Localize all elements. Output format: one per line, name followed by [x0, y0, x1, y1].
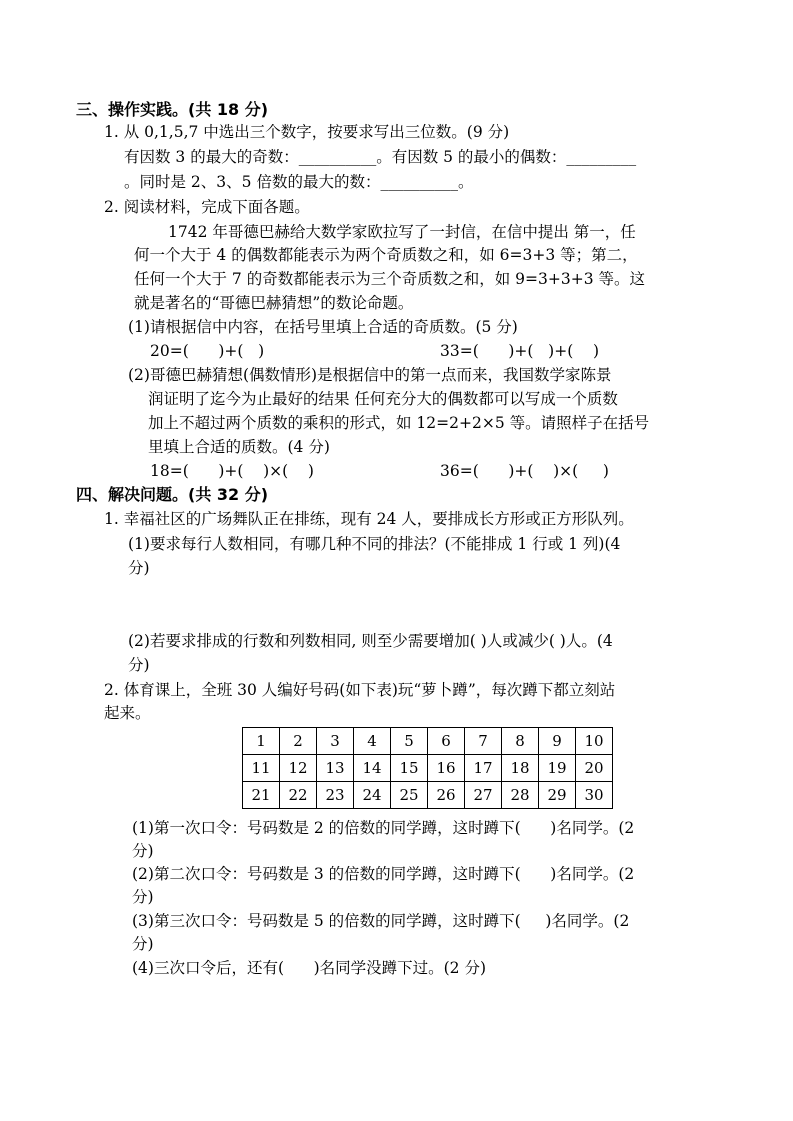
s3-q2-para-line: 就是著名的“哥德巴赫猜想”的数论命题。 — [134, 294, 414, 312]
table-cell: 27 — [465, 782, 502, 809]
s3-q2-para-line: 1742 年哥德巴赫给大数学家欧拉写了一封信，在信中提出 第一，任 — [168, 223, 636, 241]
s4-q2-sub2-wrap: 分) — [132, 888, 154, 906]
table-cell: 25 — [391, 782, 428, 809]
table-cell: 17 — [465, 755, 502, 782]
s4-q2-sub4: (4)三次口令后，还有( )名同学没蹲下过。(2 分) — [132, 959, 486, 977]
table-cell: 4 — [354, 728, 391, 755]
s3-q1-line2: 有因数 3 的最大的奇数：__________。有因数 5 的最小的偶数：_________ — [124, 148, 637, 166]
s3-q2-sub2-eq1: 18=( )+( )×( ) — [150, 462, 314, 480]
table-cell: 15 — [391, 755, 428, 782]
table-cell: 23 — [317, 782, 354, 809]
s4-q1-prompt: 1. 幸福社区的广场舞队正在排练，现有 24 人，要排成长方形或正方形队列。 — [104, 510, 634, 528]
s4-q2-sub3: (3)第三次口令：号码数是 5 的倍数的同学蹲，这时蹲下( )名同学。(2 — [132, 912, 630, 930]
s3-q2-para-line: 何一个大于 4 的偶数都能表示为两个奇质数之和，如 6=3+3 等；第二， — [134, 246, 638, 264]
s4-q1-sub1: (1)要求每行人数相同，有哪几种不同的排法？(不能排成 1 行或 1 列)(4 — [128, 535, 621, 553]
table-cell: 9 — [539, 728, 576, 755]
s3-q2-sub1-eq2: 33=( )+( )+( ) — [440, 342, 600, 360]
s4-q1-sub1-wrap: 分) — [128, 559, 150, 577]
s3-q2-sub2-eq2: 36=( )+( )×( ) — [440, 462, 609, 480]
table-cell: 3 — [317, 728, 354, 755]
table-cell: 10 — [576, 728, 613, 755]
table-cell: 18 — [502, 755, 539, 782]
student-number-table — [242, 727, 613, 809]
table-cell: 28 — [502, 782, 539, 809]
s3-q2-sub2-line: (2)哥德巴赫猜想(偶数情形)是根据信中的第一点而来，我国数学家陈景 — [128, 366, 612, 384]
s4-q1-sub2: (2)若要求排成的行数和列数相同, 则至少需要增加( )人或减少( )人。(4 — [128, 632, 613, 650]
table-cell: 5 — [391, 728, 428, 755]
s4-q2-sub3-wrap: 分) — [132, 935, 154, 953]
table-row — [243, 755, 613, 782]
table-cell: 13 — [317, 755, 354, 782]
s4-q2-sub2: (2)第二次口令：号码数是 3 的倍数的同学蹲，这时蹲下( )名同学。(2 — [132, 865, 635, 883]
table-row — [243, 782, 613, 809]
s3-q2-prompt: 2. 阅读材料，完成下面各题。 — [104, 198, 310, 216]
table-cell: 8 — [502, 728, 539, 755]
table-cell: 2 — [280, 728, 317, 755]
s4-q2-sub1: (1)第一次口令：号码数是 2 的倍数的同学蹲，这时蹲下( )名同学。(2 — [132, 819, 635, 837]
s3-q2-sub2-line: 里填上合适的质数。(4 分) — [148, 438, 330, 456]
s3-q1-prompt: 1. 从 0,1,5,7 中选出三个数字，按要求写出三位数。(9 分) — [104, 123, 510, 141]
s4-q2-prompt: 2. 体育课上，全班 30 人编好号码(如下表)玩“萝卜蹲”，每次蹲下都立刻站 — [104, 681, 616, 699]
s3-q2-sub2-line: 加上不超过两个质数的乘积的形式，如 12=2+2×5 等。请照样子在括号 — [148, 414, 650, 432]
section-3-heading: 三、操作实践。(共 18 分) — [76, 100, 269, 119]
s4-q1-sub2-wrap: 分) — [128, 656, 150, 674]
s3-q2-sub1: (1)请根据信中内容，在括号里填上合适的奇质数。(5 分) — [128, 318, 518, 336]
s3-q2-para-line: 任何一个大于 7 的奇数都能表示为三个奇质数之和，如 9=3+3+3 等。这 — [134, 270, 645, 288]
table-cell: 7 — [465, 728, 502, 755]
table-cell: 21 — [243, 782, 280, 809]
table-cell: 29 — [539, 782, 576, 809]
table-cell: 20 — [576, 755, 613, 782]
table-cell: 16 — [428, 755, 465, 782]
table-cell: 6 — [428, 728, 465, 755]
table-row — [243, 728, 613, 755]
s4-q2-sub1-wrap: 分) — [132, 842, 154, 860]
table-cell: 30 — [576, 782, 613, 809]
table-cell: 12 — [280, 755, 317, 782]
s3-q2-sub1-eq1: 20=( )+( ) — [150, 342, 265, 360]
section-4-heading: 四、解决问题。(共 32 分) — [76, 485, 269, 504]
s4-q2-prompt-wrap: 起来。 — [104, 704, 151, 722]
table-cell: 22 — [280, 782, 317, 809]
s3-q1-line3: 。同时是 2、3、5 倍数的最大的数：__________。 — [124, 173, 474, 191]
table-cell: 26 — [428, 782, 465, 809]
table-cell: 11 — [243, 755, 280, 782]
table-cell: 24 — [354, 782, 391, 809]
table-cell: 14 — [354, 755, 391, 782]
s3-q2-sub2-line: 润证明了迄今为止最好的结果 任何充分大的偶数都可以写成一个质数 — [148, 390, 618, 408]
table-cell: 19 — [539, 755, 576, 782]
table-cell: 1 — [243, 728, 280, 755]
